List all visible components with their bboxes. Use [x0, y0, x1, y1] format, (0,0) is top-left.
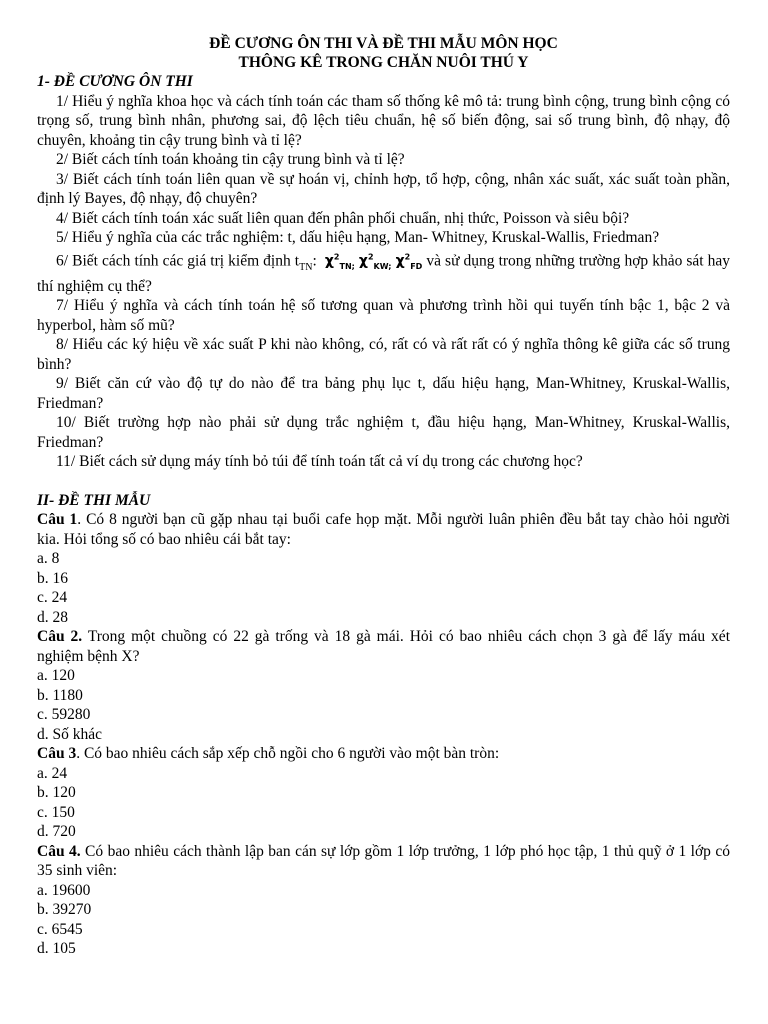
chi-subscript-kw: KW;: [373, 261, 392, 271]
chi-square-kw: [359, 253, 392, 269]
question-body: . Có bao nhiêu cách sắp xếp chỗ ngồi cho 6 người vào một bàn tròn:: [76, 745, 500, 763]
item6-suffix: và sử dụng trong những trường hợp khảo sát hay thí nghiệm cụ thể?: [37, 252, 731, 295]
outline-item-7: 7/ Hiểu ý nghĩa và cách tính toán hệ số tương quan và phương trình hồi qui tuyến tính bậc 1, bậc 2 và hyperbol, hàm số mũ?: [37, 297, 730, 334]
outline-item-9: 9/ Biết căn cứ vào độ tự do nào để tra bảng phụ lục t, dấu hiệu hạng, Man-Whitney, Kruskal-Wallis, Friedman?: [37, 375, 730, 412]
option-d: d. 105: [37, 940, 76, 958]
option-d: d. 720: [37, 823, 76, 841]
option-c: c. 24: [37, 589, 68, 607]
outline-item-3: 3/ Biết cách tính toán liên quan về sự hoán vị, chỉnh hợp, tổ hợp, cộng, nhân xác suất, xác suất toàn phần, định lý Bayes, độ nhạy, độ chuyên?: [37, 170, 730, 207]
outline-item-1: 1/ Hiểu ý nghĩa khoa học và cách tính toán các tham số thống kê mô tả: trung bình cộng, trung bình cộng có trọng số, trung bình nhân, phương sai, độ lệch tiêu chuẩn, hệ số biến động, sai số trung bình, độ nhạy, độ chuyên, khoảng tin cậy trung bình và tỉ lệ?: [37, 92, 730, 149]
option-b: b. 39270: [37, 901, 92, 919]
outline-item-8: 8/ Hiểu các ký hiệu về xác suất P khi nào không, có, rất có và rất rất có ý nghĩa thông kê giữa các số trung bình?: [37, 336, 730, 373]
option-a: a. 19600: [37, 881, 91, 899]
question-label: Câu 1: [37, 511, 78, 529]
question-body: Có bao nhiêu cách thành lập ban cán sự lớp gồm 1 lớp trưởng, 1 lớp phó học tập, 1 thủ quỹ ở 1 lớp có 35 sinh viên:: [37, 842, 730, 880]
chi-subscript-fd: FD: [410, 261, 423, 271]
section1-heading: 1- ĐỀ CƯƠNG ÔN THI: [37, 73, 193, 90]
question-2: [37, 627, 730, 744]
option-b: b. 16: [37, 569, 68, 587]
question-label: Câu 2.: [37, 628, 83, 646]
question-label: Câu 3: [37, 745, 77, 763]
t-subscript: TN: [299, 261, 313, 273]
chi-symbol: χ: [324, 253, 334, 270]
option-a: a. 24: [37, 764, 68, 782]
question-text: [37, 744, 730, 764]
question-text: [37, 842, 730, 881]
document-title-line1: ĐỀ CƯƠNG ÔN THI VÀ ĐỀ THI MẪU MÔN HỌC: [209, 35, 558, 52]
item6-colon: :: [312, 252, 317, 270]
option-a: a. 8: [37, 550, 60, 568]
question-4: [37, 842, 730, 959]
question-1: [37, 510, 730, 627]
chi-superscript: 2: [333, 252, 340, 262]
spacer: [37, 472, 730, 491]
option-a: a. 120: [37, 667, 75, 685]
question-body: Trong một chuồng có 22 gà trống và 18 gà mái. Hỏi có bao nhiêu cách chọn 3 gà để lấy máu xét nghiệm bệnh X?: [37, 628, 730, 665]
question-label: Câu 4.: [37, 842, 81, 860]
item6-prefix: 6/ Biết cách tính các giá trị kiểm định t: [56, 252, 300, 270]
document-title-line2: THÔNG KÊ TRONG CHĂN NUÔI THÚ Y: [238, 54, 529, 71]
question-body: . Có 8 người bạn cũ gặp nhau tại buổi cafe họp mặt. Mỗi người luân phiên đều bắt tay chào hỏi người kia. Hỏi tổng số có bao nhiêu cái bắt tay:: [37, 511, 730, 548]
outline-item-2: 2/ Biết cách tính toán khoảng tin cậy trung bình và tỉ lệ?: [56, 151, 405, 168]
chi-subscript-tn: TN;: [339, 261, 355, 271]
question-text: [37, 510, 730, 549]
option-c: c. 59280: [37, 706, 91, 724]
chi-square-tn: [325, 253, 355, 269]
outline-item-10: 10/ Biết trường hợp nào phải sử dụng trắc nghiệm t, đầu hiệu hạng, Man-Whitney, Kruskal-Wallis, Friedman?: [37, 414, 730, 451]
question-3: [37, 744, 730, 842]
outline-item-6: [37, 248, 730, 297]
chi-symbol: χ: [395, 253, 405, 270]
option-b: b. 1180: [37, 686, 83, 704]
section2-heading: II- ĐỀ THI MẪU: [37, 491, 151, 509]
chi-superscript: 2: [404, 252, 411, 262]
question-text: [37, 627, 730, 666]
option-b: b. 120: [37, 784, 76, 802]
option-c: c. 6545: [37, 920, 83, 938]
outline-item-4: 4/ Biết cách tính toán xác suất liên quan đến phân phối chuẩn, nhị thức, Poisson và siêu bội?: [56, 209, 630, 227]
option-c: c. 150: [37, 803, 75, 821]
option-d: d. Số khác: [37, 725, 103, 743]
outline-item-11: 11/ Biết cách sử dụng máy tính bỏ túi để tính toán tất cả ví dụ trong các chương học?: [56, 453, 583, 471]
option-d: d. 28: [37, 608, 68, 626]
chi-square-fd: [396, 253, 423, 269]
chi-symbol: χ: [358, 253, 368, 270]
chi-superscript: 2: [367, 252, 374, 262]
outline-item-5: 5/ Hiểu ý nghĩa của các trắc nghiệm: t, dấu hiệu hạng, Man- Whitney, Kruskal-Wallis, Friedman?: [56, 229, 660, 246]
